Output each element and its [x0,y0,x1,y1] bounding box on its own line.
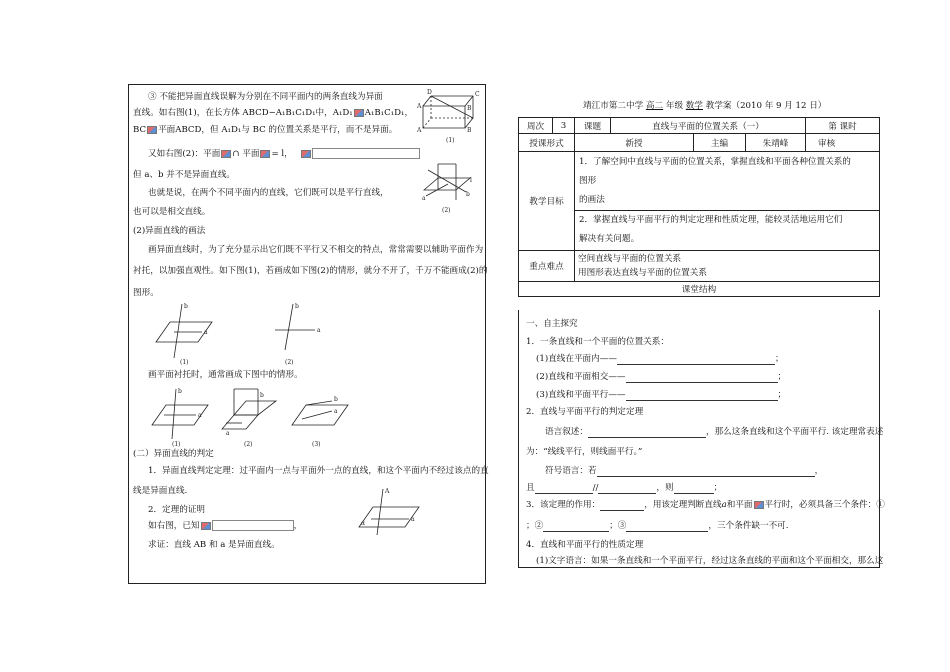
q2g-text: // [592,483,599,493]
q2f-text: 且 [526,483,535,493]
formula-icon [301,150,311,158]
answer-blank[interactable] [617,356,775,365]
formula-box [212,520,294,531]
left-paragraph-2 [133,108,413,119]
svg-text:B: B [467,127,472,134]
grade: 高二 [645,101,664,111]
q4a-line: (1)文字语言：如果一条直线和一个平面平行，经过这条直线的平面和这个平面相交，那么这 [536,556,884,566]
left-paragraph-9: 衬托，以加强直观性。如下图(1)，若画成如下图(2)的情形，就分不开了，千万不能画成(2)的 [133,266,488,276]
left-paragraph-3a: BC [133,125,147,135]
editor-label: 主编 [694,134,746,152]
goal-1-line-3: 的画法 [579,195,605,205]
q1a-end: ； [774,354,784,364]
left-paragraph-3 [133,125,397,136]
left-paragraph-4a: 又如右图(2)：平面 [148,149,221,159]
q1b-line [536,372,786,383]
answer-blank[interactable] [626,523,708,532]
plane-backdrop-figure-3 [288,385,352,447]
answer-blank[interactable] [597,468,815,477]
plane-symbol-icon [221,150,231,158]
q3c-text: a [721,500,727,510]
backdrop-fig1-label: (1) [172,441,181,447]
left-subheading-2: (2)异面直线的画法 [133,226,206,236]
q2f-line [526,483,722,494]
q1c-end: ； [777,390,787,400]
two-planes-figure [418,160,480,214]
left-paragraph-4c: = l， [271,149,293,159]
svg-text:a: a [226,430,230,437]
q1b-text: (2)直线和平面相交—— [536,372,626,382]
left-paragraph-7: 也可以是相交直线。 [133,207,211,217]
svg-text:a: a [204,329,208,336]
answer-blank[interactable] [535,485,593,494]
key-point-2: 用图形表达直线与平面的位置关系 [578,268,707,278]
school-name: 靖江市第二中学 [583,101,644,111]
svg-text:a: a [317,327,321,334]
q2h-text: ，则 [656,483,674,493]
left-paragraph-14: 2．定理的证明 [148,505,206,515]
key-label: 重点难点 [519,251,575,282]
svg-text:b: b [295,303,299,310]
left-paragraph-5: 但 a、b 并不是异面直线。 [133,170,236,180]
plane-symbol-icon [260,150,270,158]
q3d-text: 和平面 [726,500,753,510]
form-label: 授课形式 [519,134,575,152]
q3f-line [526,521,788,532]
left-paragraph-3b: 平面ABCD，但 A₁D₁与 BC 的位置关系是平行，而不是异面。 [158,125,398,135]
svg-text:A: A [417,103,422,110]
svg-text:b: b [334,396,338,403]
skew-fig1-label: (1) [180,359,189,366]
left-paragraph-2b: A₁B₁C₁D₁， [364,108,414,118]
q3g-text: ；③ [609,521,627,531]
theorem-figure [355,485,425,540]
skew-lines-figure-2 [265,300,325,366]
class-structure-heading: 课堂结构 [519,282,880,297]
answer-blank[interactable] [598,485,656,494]
q1c-line [536,390,786,401]
plane-symbol-icon [754,501,764,509]
grade-suffix: 年级 [665,101,684,111]
fig1-label: (1) [446,137,455,144]
goals-label: 教学目标 [519,152,575,251]
q2b-text: ，那么这条直线和这个平面平行. 该定理常表述 [705,427,884,437]
svg-text:a: a [198,412,202,419]
goal-1-line-1: 1．了解空间中直线与平面的位置关系，掌握直线和平面各种位置关系的 [579,157,851,167]
parallel-symbol-icon [354,109,364,117]
svg-text:A: A [417,127,422,134]
review-label: 审核 [806,134,880,152]
left-paragraph-15: 如右图，已知 ， [148,521,303,531]
formula-icon [201,522,211,530]
left-paragraph-2a: 直线。如右图(1)，在长方体 ABCD−A₁B₁C₁D₁中，A₁D₁ [133,108,353,118]
goals-cell [575,152,880,251]
subject: 数学 [685,101,703,111]
svg-text:a: a [422,195,426,202]
left-paragraph-4b: ∩ 平面 [232,149,260,159]
header-tail: 教学案（2010 年 9 月 12 日） [705,101,827,111]
q2d-end: ， [814,466,824,476]
plane-backdrop-figure-2 [218,385,282,447]
form-value: 新授 [575,134,694,152]
svg-text:b: b [178,388,182,395]
parallel-symbol-icon [147,126,157,134]
left-paragraph-4 [148,148,420,160]
goal-2-line-1: 2．掌握直线与平面平行的判定定理和性质定理，能较灵活地运用它们 [575,210,879,230]
q2i-text: ； [713,483,723,493]
backdrop-fig2-label: (2) [244,441,253,447]
svg-text:a: a [411,516,415,523]
left-paragraph-1: ③ 不能把异面直线误解为分别在不同平面内的两条直线为异面 [148,92,383,102]
q3-line [526,500,885,511]
left-paragraph-8: 画异面直线时，为了充分显示出它们既不平行又不相交的特点，常常需要以辅助平面作为 [148,245,484,255]
svg-text:α: α [361,520,366,527]
left-paragraph-10: 图形。 [133,288,159,298]
key-cell [575,251,880,282]
editor-value: 朱靖峰 [746,134,806,152]
goal-2-line-2: 解决有关问题。 [579,234,640,244]
left-subheading-3: (二）异面直线的判定 [133,449,214,459]
q3b-text: ，用该定理判断直线 [644,500,722,510]
skew-fig2-label: (2) [285,359,294,366]
left-paragraph-13: 线是异面直线. [133,486,188,496]
q3f-text: ；② [526,521,544,531]
key-point-1: 空间直线与平面的位置关系 [578,254,682,264]
svg-text:A: A [385,488,390,495]
q2c-line: 为：“线线平行，则线面平行。” [526,447,643,457]
plane-backdrop-figure-1 [148,385,212,447]
topic-label: 课题 [575,118,611,134]
svg-text:D: D [427,89,432,96]
formula-box [312,148,420,159]
skew-lines-figure-1 [152,300,218,366]
answer-blank[interactable] [626,392,778,401]
answer-blank[interactable] [626,374,778,383]
lesson-plan-header [583,101,826,112]
week-value: 3 [553,118,575,134]
fig2-label: (2) [442,207,451,214]
q4-heading: 4．直线和平面平行的性质定理 [526,540,644,550]
q1c-text: (3)直线和平面平行—— [536,390,626,400]
lesson-info-table [518,117,880,297]
q2d-line [545,466,823,477]
svg-text:b: b [184,303,188,310]
answer-blank[interactable] [600,502,644,511]
section-heading-1: 一、自主探究 [526,319,578,329]
q1b-end: ； [777,372,787,382]
q1a-line [536,354,784,365]
goal-1-line-2: 图形 [579,176,597,186]
q1-heading: 1．一条直线和一个平面的位置关系： [526,337,669,347]
q2-heading: 2．直线与平面平行的判定定理 [526,407,644,417]
q1a-text: (1)直线在平面内—— [536,354,617,364]
q2a-text: 语言叙述： [545,427,588,437]
cuboid-figure [415,88,485,146]
svg-text:a: a [334,408,338,415]
left-paragraph-15a: 如右图，已知 [148,521,200,531]
svg-text:b: b [260,392,264,399]
topic-value: 直线与平面的位置关系（一） [611,118,806,134]
q2d-text: 符号语言：若 [545,466,597,476]
q3a-text: 3．该定理的作用： [526,500,601,510]
svg-text:l: l [470,177,472,184]
left-paragraph-11: 画平面衬托时，通常画成下图中的情形。 [148,370,303,380]
answer-blank[interactable] [588,429,706,438]
left-paragraph-6: 也就是说，在两个不同平面内的直线，它们既可以是平行直线， [148,188,389,198]
answer-blank[interactable] [543,523,609,532]
answer-blank[interactable] [674,485,714,494]
q3e-text: 平行时，必须具备三个条件：① [764,500,885,510]
svg-text:C: C [475,91,480,98]
left-paragraph-12: 1．异面直线判定定理：过平面内一点与平面外一点的直线，和这个平面内不经过该点的直 [148,466,489,476]
q3h-text: ，三个条件缺一不可. [708,521,789,531]
svg-text:b: b [466,191,470,198]
q2a-line [545,427,883,438]
week-label: 周次 [519,118,553,134]
backdrop-fig3-label: (3) [312,441,321,447]
svg-text:B: B [467,105,472,112]
left-paragraph-16: 求证：直线 AB 和 a 是异面直线。 [148,540,280,550]
lesson-number-label: 第 课时 [806,118,880,134]
